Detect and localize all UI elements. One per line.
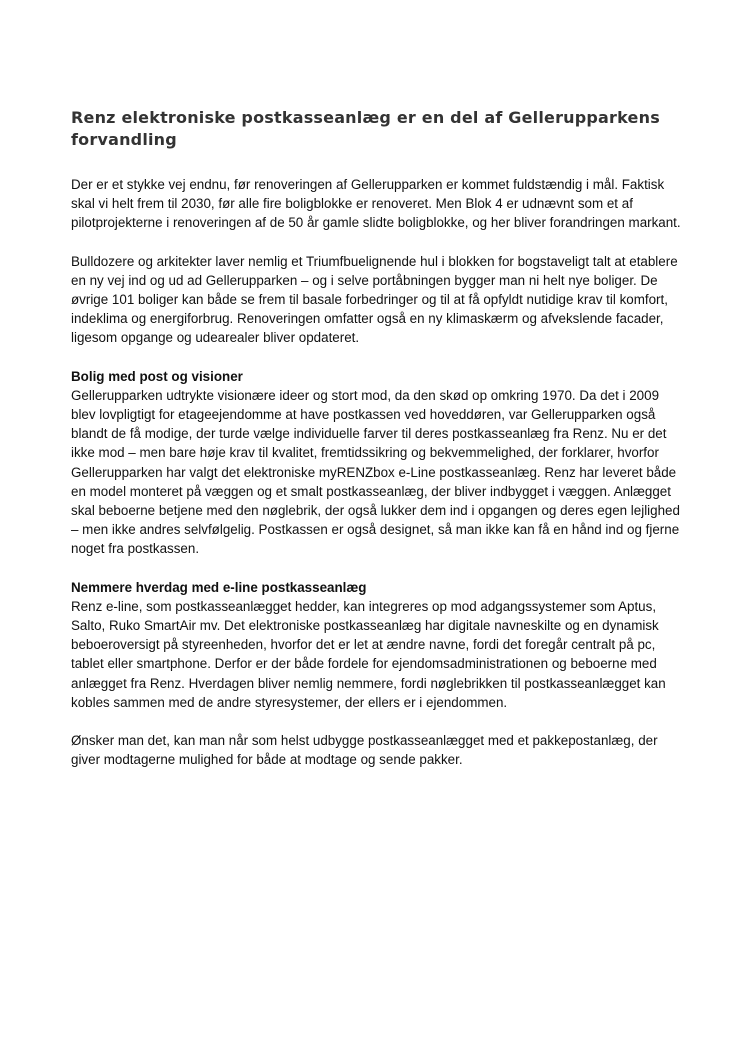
- intro-paragraph-1: Der er et stykke vej endnu, før renoveringen af Gellerupparken er kommet fuldstændig i mål. Faktisk skal vi helt frem til 2030, før alle fire boligblokke er renoveret. Men Blok 4 er udnævnt som et af pilotprojekterne i renoveringen af de 50 år gamle slidte boligblokke, og her bliver forandringen markant.: [71, 177, 681, 231]
- closing-paragraph: Ønsker man det, kan man når som helst udbygge postkasseanlægget med et pakkepostanlæg, der giver modtagerne mulighed for både at modtage og sende pakker.: [71, 733, 658, 768]
- section-nemmere-hverdag: [71, 578, 681, 712]
- section-heading: Bolig med post og visioner: [71, 368, 243, 384]
- section-paragraph: Renz e-line, som postkasseanlægget hedder, kan integreres op mod adgangssystemer som Aptus, Salto, Ruko SmartAir mv. Det elektroniske postkasseanlæg har digitale navneskilte og en dynamisk beboeroversigt på styreenheden, hvorfor det er let at ændre navne, fordi det foregår centralt på pc, tablet eller smartphone. Derfor er der både fordele for ejendomsadministrationen og beboerne med anlægget fra Renz. Hverdagen bliver nemlig nemmere, fordi nøglebrikken til postkasseanlægget kan kobles sammen med de andre styresystemer, der ellers er i ejendommen.: [71, 598, 666, 710]
- section-paragraph: Gellerupparken udtrykte visionære ideer og stort mod, da den skød op omkring 1970. Da det i 2009 blev lovpligtigt for etageejendomme at have postkassen ved hoveddøren, var Gellerupparken også blandt de få modige, der turde vælge individuelle farver til deres postkasseanlæg fra Renz. Nu er det ikke mod – men bare høje krav til kvalitet, fremtidssikring og bekvemmelighed, der forklarer, hvorfor Gellerupparken har valgt det elektroniske myRENZbox e-Line postkasseanlæg. Renz har leveret både en model monteret på væggen og et smalt postkasseanlæg, der bliver indbygget i væggen. Anlægget skal beboerne betjene med den nøglebrik, der også lukker dem ind i opgangen og deres egen lejlighed – men ikke andres selvfølgelig. Postkassen er også designet, så man ikke kan få en hånd ind og fjerne noget fra postkassen.: [71, 387, 680, 557]
- intro-paragraph-2: Bulldozere og arkitekter laver nemlig et Triumfbuelignende hul i blokken for bogstaveligt talt at etablere en ny vej ind og ud ad Gellerupparken – og i selve portåbningen bygger man ni helt nye boliger. De øvrige 101 boliger kan både se frem til basale forbedringer og til at få opfyldt nutidige krav til komfort, indeklima og energiforbrug. Renoveringen omfatter også en ny klimaskærm og afvekslende facader, ligesom opgange og udearealer bliver opdateret.: [71, 253, 678, 346]
- article-body: [71, 107, 681, 788]
- section-bolig-med-post: [71, 367, 681, 559]
- article-title: Renz elektroniske postkasseanlæg er en del af Gellerupparkens forvandling: [71, 108, 660, 149]
- section-heading: Nemmere hverdag med e-line postkasseanlæg: [71, 579, 367, 595]
